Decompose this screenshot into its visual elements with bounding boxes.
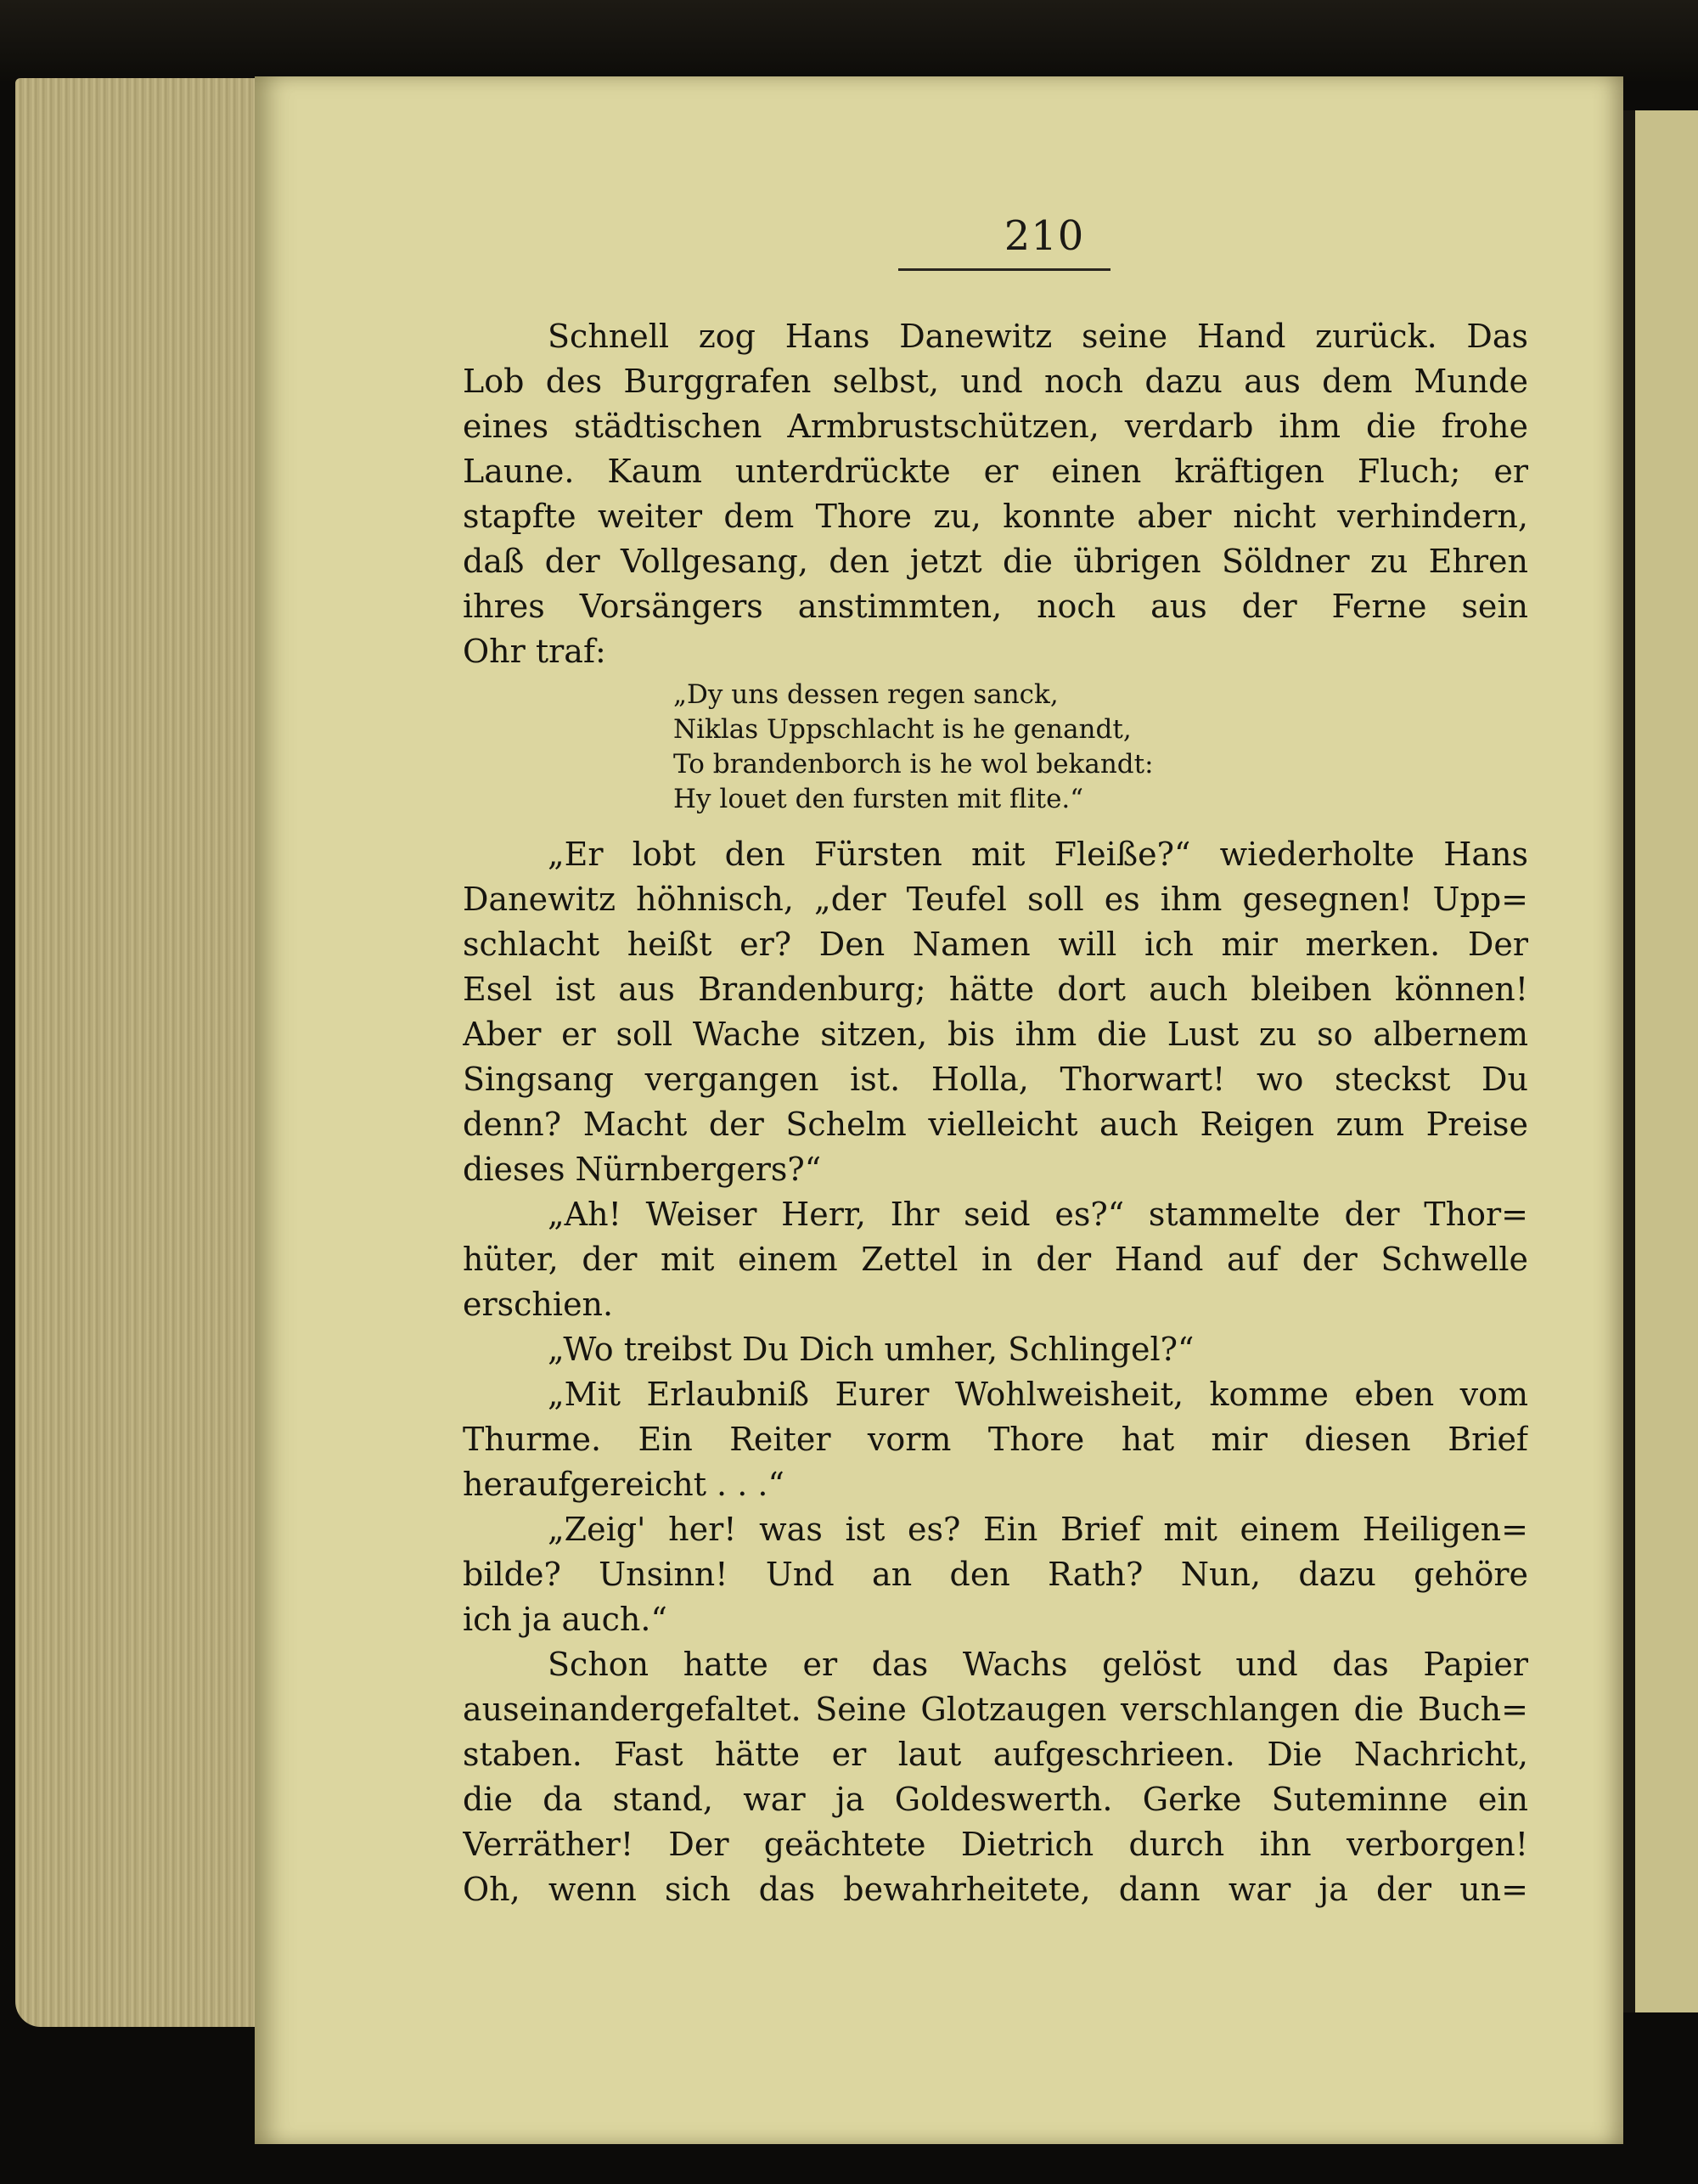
text-line: Ohr traf: <box>463 633 606 670</box>
text-line: die da stand, war ja Goldeswerth. Gerke Suteminne ein <box>463 1781 1528 1818</box>
text-line: „Zeig' her! was ist es? Ein Brief mit einem Heiligen= <box>548 1511 1528 1548</box>
page-number-rule <box>898 268 1110 271</box>
page-number: 210 <box>1004 212 1085 260</box>
book-page-edges <box>15 78 265 2027</box>
text-line: Lob des Burggrafen selbst, und noch dazu aus dem Munde <box>463 363 1528 400</box>
text-line: ich ja auch.“ <box>463 1601 667 1638</box>
paragraph-6 <box>463 1507 1528 1642</box>
text-line: auseinandergefaltet. Seine Glotzaugen verschlangen die Buch= <box>463 1691 1528 1728</box>
paragraph-3 <box>463 1192 1528 1327</box>
text-line: bilde? Unsinn! Und an den Rath? Nun, dazu gehöre <box>463 1556 1528 1593</box>
text-line: staben. Fast hätte er laut aufgeschrieen. Die Nachricht, <box>463 1736 1528 1773</box>
verse-line: Hy louet den fursten mit flite.“ <box>673 784 1084 814</box>
paragraph-5 <box>463 1372 1528 1507</box>
text-line: heraufgereicht . . .“ <box>463 1466 784 1503</box>
text-line: „Ah! Weiser Herr, Ihr seid es?“ stammelte der Thor= <box>548 1196 1528 1233</box>
text-line: Schnell zog Hans Danewitz seine Hand zurück. Das <box>548 318 1528 355</box>
text-line: „Wo treibst Du Dich umher, Schlingel?“ <box>548 1331 1195 1368</box>
text-line: Laune. Kaum unterdrückte er einen kräftigen Fluch; er <box>463 453 1528 490</box>
text-line: Thurme. Ein Reiter vorm Thore hat mir diesen Brief <box>463 1421 1528 1458</box>
background-top <box>0 0 1698 81</box>
text-line: Schon hatte er das Wachs gelöst und das Papier <box>548 1646 1528 1683</box>
text-line: dieses Nürnbergers?“ <box>463 1151 822 1188</box>
text-line: daß der Vollgesang, den jetzt die übrigen Söldner zu Ehren <box>463 543 1528 580</box>
paragraph-2 <box>463 832 1528 1192</box>
text-line: Aber er soll Wache sitzen, bis ihm die Lust zu so albernem <box>463 1016 1528 1053</box>
text-line: ihres Vorsängers anstimmten, noch aus der Ferne sein <box>463 588 1528 625</box>
paragraph-1 <box>463 314 1528 674</box>
text-line: eines städtischen Armbrustschützen, verdarb ihm die frohe <box>463 408 1528 445</box>
text-line: „Er lobt den Fürsten mit Fleiße?“ wiederholte Hans <box>548 836 1528 873</box>
paragraph-4 <box>463 1327 1528 1372</box>
verse-line: To brandenborch is he wol bekandt: <box>673 749 1154 780</box>
verse-quote <box>463 678 1528 817</box>
paragraph-7 <box>463 1642 1528 1912</box>
text-line: Oh, wenn sich das bewahrheitete, dann war ja der un= <box>463 1871 1528 1908</box>
text-line: Singsang vergangen ist. Holla, Thorwart! wo steckst Du <box>463 1061 1528 1098</box>
text-line: schlacht heißt er? Den Namen will ich mir merken. Der <box>463 926 1528 963</box>
text-line: Danewitz höhnisch, „der Teufel soll es ihm gesegnen! Upp= <box>463 881 1528 918</box>
text-line: stapfte weiter dem Thore zu, konnte aber nicht verhindern, <box>463 498 1528 535</box>
text-line: hüter, der mit einem Zettel in der Hand auf der Schwelle <box>463 1241 1528 1278</box>
verse-line: „Dy uns dessen regen sanck, <box>673 679 1059 710</box>
body-text <box>463 314 1528 1912</box>
verse-line: Niklas Uppschlacht is he genandt, <box>673 714 1132 745</box>
text-line: Verräther! Der geächtete Dietrich durch ihn verborgen! <box>463 1826 1528 1863</box>
text-line: denn? Macht der Schelm vielleicht auch Reigen zum Preise <box>463 1106 1528 1143</box>
text-line: Esel ist aus Brandenburg; hätte dort auch bleiben können! <box>463 971 1528 1008</box>
text-line: erschien. <box>463 1286 614 1323</box>
text-line: „Mit Erlaubniß Eurer Wohlweisheit, komme eben vom <box>548 1376 1528 1413</box>
facing-page-edge <box>1623 110 1698 2012</box>
